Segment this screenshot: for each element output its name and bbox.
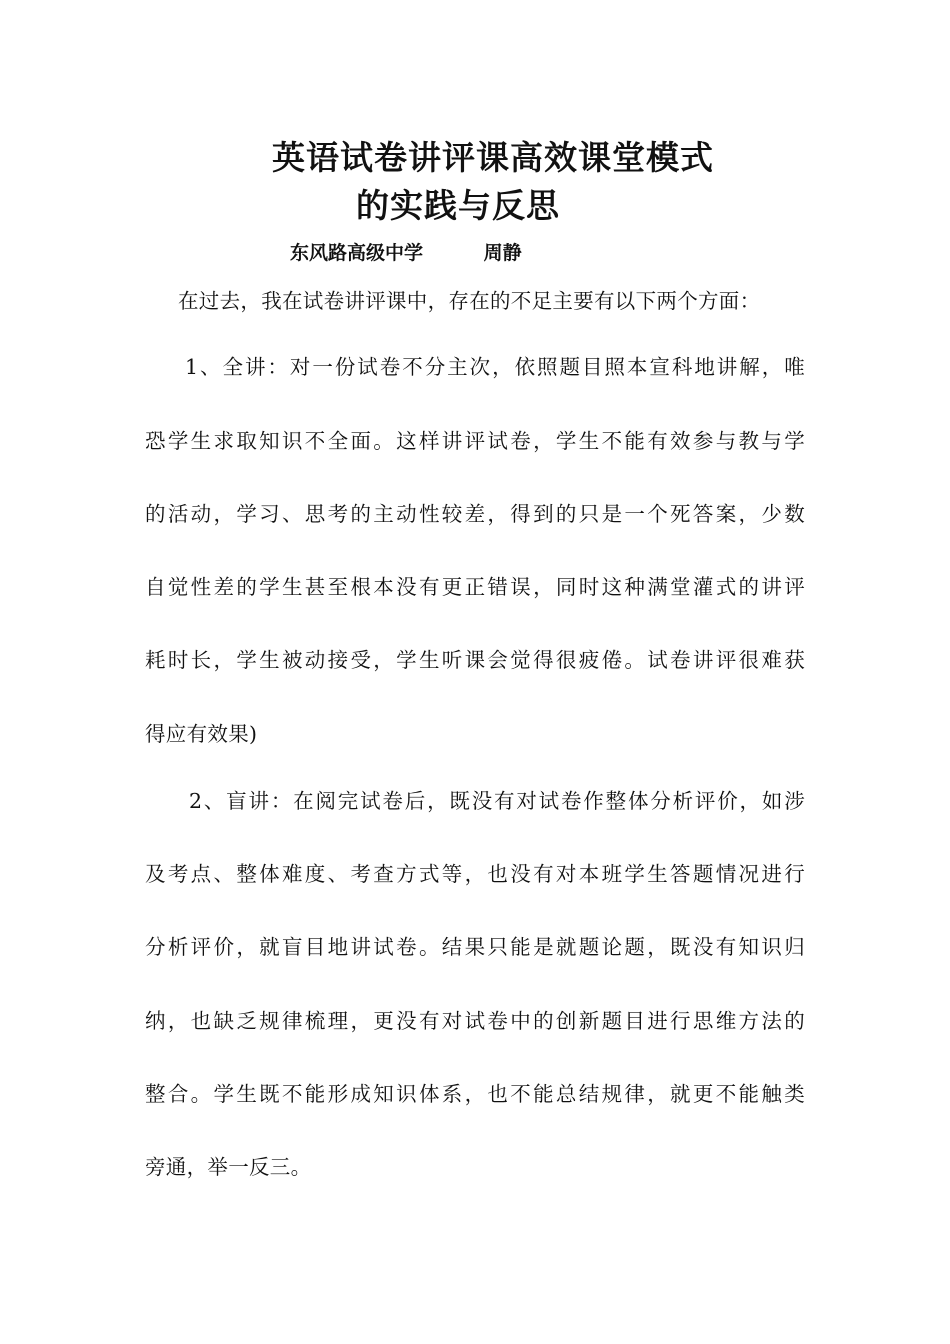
point1-line-6: 得应有效果) bbox=[145, 722, 258, 746]
point2-line-6: 旁通，举一反三。 bbox=[145, 1155, 312, 1179]
point2-line-2: 及考点、整体难度、考查方式等，也没有对本班学生答题情况进行 bbox=[145, 862, 805, 886]
point1-line-1: 1、全讲：对一份试卷不分主次，依照题目照本宣科地讲解，唯 bbox=[185, 355, 805, 379]
point1-line-3: 的活动，学习、思考的主动性较差，得到的只是一个死答案，少数 bbox=[145, 502, 805, 526]
author-row bbox=[290, 238, 522, 265]
point1-line-2: 恐学生求取知识不全面。这样讲评试卷，学生不能有效参与教与学 bbox=[145, 429, 805, 453]
title-line-2: 的实践与反思 bbox=[356, 186, 560, 225]
author-school: 东风路高级中学 bbox=[290, 242, 424, 264]
author-name: 周静 bbox=[483, 242, 522, 264]
point2-line-3: 分析评价，就盲目地讲试卷。结果只能是就题论题，既没有知识归 bbox=[145, 935, 805, 959]
point2-line-1: 2、盲讲：在阅完试卷后，既没有对试卷作整体分析评价，如涉 bbox=[189, 789, 805, 813]
point1-line-4: 自觉性差的学生甚至根本没有更正错误，同时这种满堂灌式的讲评 bbox=[145, 575, 805, 599]
intro-paragraph: 在过去，我在试卷讲评课中，存在的不足主要有以下两个方面： bbox=[178, 289, 761, 313]
title-line-1: 英语试卷讲评课高效课堂模式 bbox=[272, 138, 714, 177]
point2-line-5: 整合。学生既不能形成知识体系，也不能总结规律，就更不能触类 bbox=[145, 1082, 805, 1106]
point1-line-5: 耗时长，学生被动接受，学生听课会觉得很疲倦。试卷讲评很难获 bbox=[145, 648, 805, 672]
point2-line-4: 纳，也缺乏规律梳理，更没有对试卷中的创新题目进行思维方法的 bbox=[145, 1009, 805, 1033]
